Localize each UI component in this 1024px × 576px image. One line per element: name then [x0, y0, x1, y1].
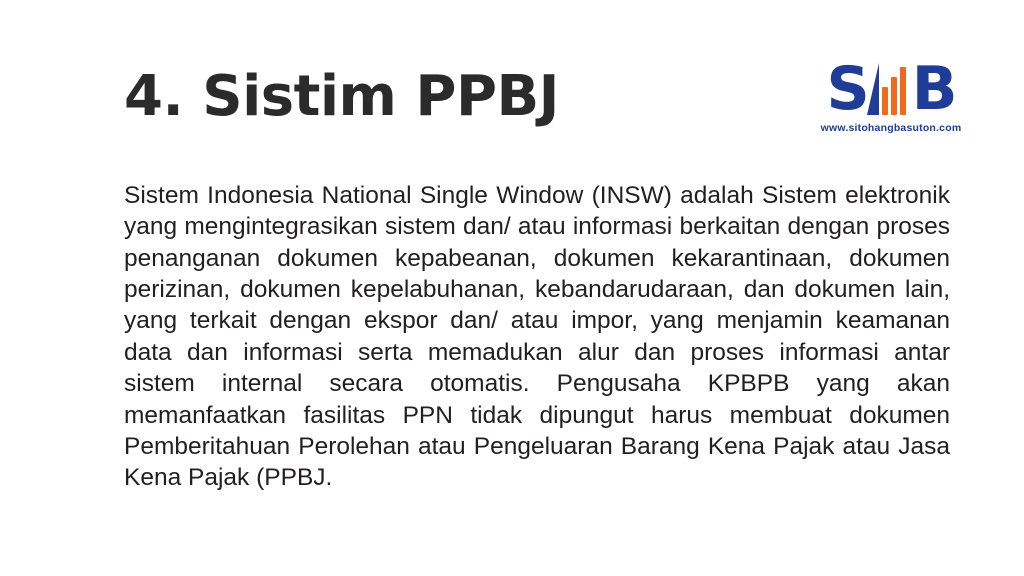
- slide-body-text: Sistem Indonesia National Single Window (INSW) adalah Sistem elektronik yang mengintegrasikan sistem dan/ atau informasi berkaitan dengan proses penanganan dokumen kepabeanan, dokumen kekarantinaan, dokumen perizinan, dokumen kepelabuhanan, kebandarudaraan, dan dokumen lain, yang terkait dengan ekspor dan/ atau impor, yang menjamin keamanan data dan informasi serta memadukan alur dan proses informasi antar sistem internal secara otomatis. Pengusaha KPBPB yang akan memanfaatkan fasilitas PPN tidak dipungut harus membuat dokumen Pemberitahuan Perolehan atau Pengeluaran Barang Kena Pajak atau Jasa Kena Pajak (PPBJ.: [124, 182, 950, 492]
- logo-website-url: www.sitohangbasuton.com: [820, 122, 962, 134]
- logo-letter-b: B: [911, 54, 956, 124]
- logo-bar-4: [900, 67, 906, 115]
- logo-bar-2: [882, 87, 888, 115]
- logo-letter-s: S: [826, 54, 868, 124]
- company-logo: [816, 54, 966, 148]
- slide-title: 4. Sistim PPBJ: [124, 64, 560, 129]
- logo-slash-shape: [867, 63, 879, 115]
- logo-bar-3: [891, 77, 897, 115]
- logo-mark: [821, 54, 961, 124]
- logo-bars-icon: [869, 63, 911, 115]
